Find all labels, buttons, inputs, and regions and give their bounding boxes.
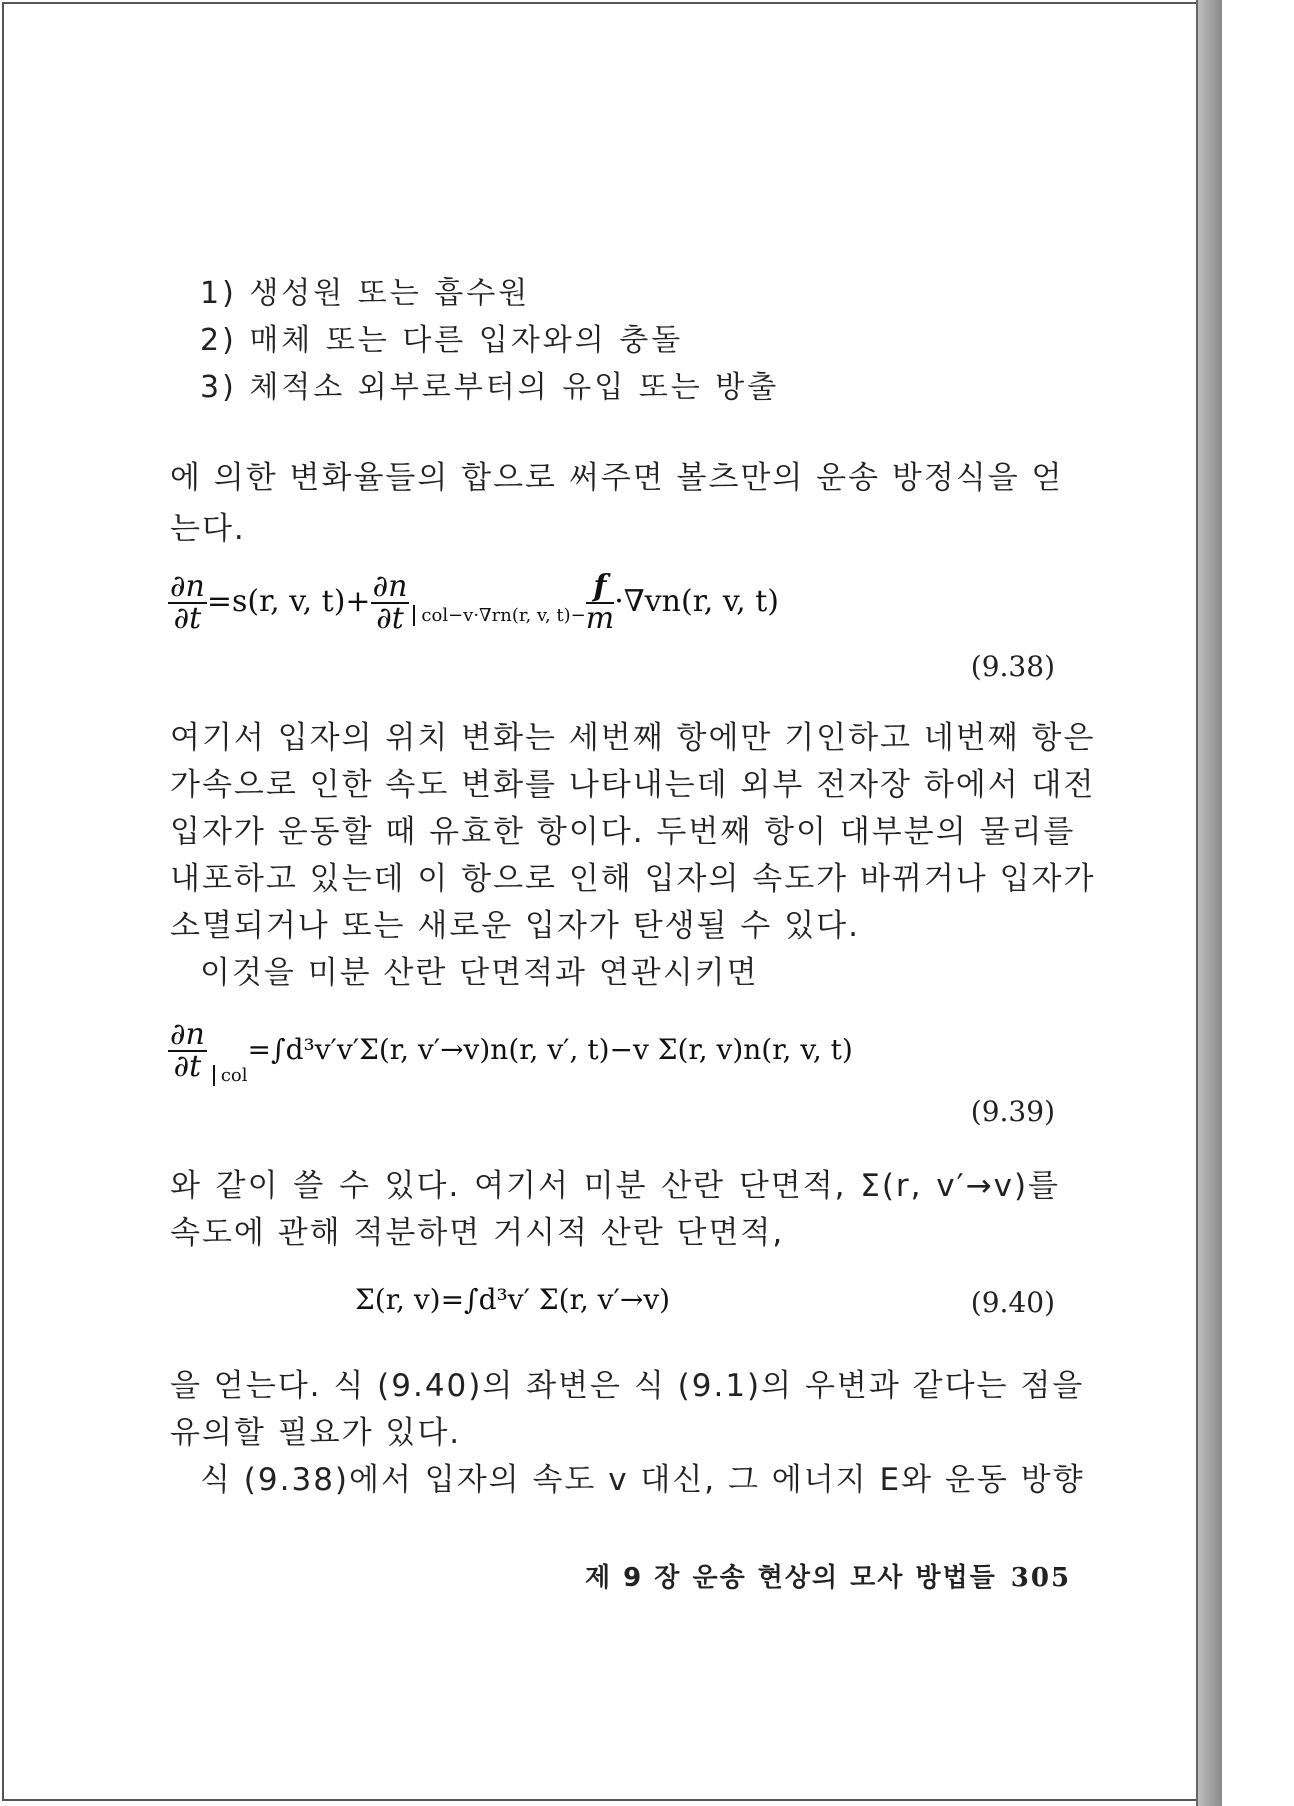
paragraph-line: 입자가 운동할 때 유효한 항이다. 두번째 항이 대부분의 물리를 bbox=[170, 814, 1076, 850]
list-item-1: 1) 생성원 또는 흡수원 bbox=[200, 276, 531, 311]
paragraph-line: 에 의한 변화율들의 합으로 써주면 볼츠만의 운송 방정식을 얻 bbox=[170, 460, 1064, 496]
fraction-numerator: ∂n bbox=[170, 569, 205, 604]
fraction bbox=[371, 569, 410, 636]
fraction-denominator: m bbox=[585, 601, 615, 636]
page-edge bbox=[1198, 0, 1222, 1806]
fraction bbox=[585, 569, 615, 636]
fraction-denominator: ∂t bbox=[173, 601, 202, 636]
page-number: 305 bbox=[1010, 1563, 1072, 1593]
paragraph-line: 내포하고 있는데 이 항으로 인해 입자의 속도가 바뀌거나 입자가 bbox=[170, 861, 1096, 897]
equation-number: (9.40) bbox=[970, 1286, 1055, 1319]
equation-number: (9.39) bbox=[970, 1095, 1055, 1128]
equation-9-38 bbox=[168, 569, 779, 636]
equation-part: ·∇vn(r, v, t) bbox=[614, 584, 779, 619]
fraction-numerator: ∂n bbox=[170, 1017, 205, 1052]
fraction-denominator: ∂t bbox=[376, 601, 404, 636]
list-item-3: 3) 체적소 외부로부터의 유입 또는 방출 bbox=[200, 370, 780, 405]
fraction bbox=[168, 569, 207, 636]
paragraph-line: 는다. bbox=[170, 511, 246, 547]
equation-number: (9.38) bbox=[970, 650, 1055, 683]
fraction-numerator: ∂n bbox=[372, 569, 408, 604]
paragraph-line: 을 얻는다. 식 (9.40)의 좌변은 식 (9.1)의 우변과 같다는 점을 bbox=[170, 1368, 1085, 1404]
equation-subscript: col bbox=[213, 1065, 248, 1086]
equation-part: =s(r, v, t)+ bbox=[206, 584, 371, 619]
paragraph-line: 속도에 관해 적분하면 거시적 산란 단면적, bbox=[170, 1215, 785, 1251]
chapter-title: 제 9 장 운송 현상의 모사 방법들 bbox=[585, 1563, 997, 1593]
equation-part: col−v·∇rn(r, v, t)− bbox=[413, 605, 585, 626]
list-item-2: 2) 매체 또는 다른 입자와의 충돌 bbox=[200, 323, 684, 358]
paragraph-line: 와 같이 쓸 수 있다. 여기서 미분 산란 단면적, Σ(r, v′→v)를 bbox=[170, 1168, 1060, 1204]
equation-9-39 bbox=[168, 1017, 853, 1086]
paragraph-line: 유의할 필요가 있다. bbox=[170, 1415, 462, 1451]
equation-9-40: Σ(r, v)=∫d³v′ Σ(r, v′→v) bbox=[355, 1283, 671, 1316]
fraction bbox=[168, 1017, 207, 1084]
page-footer bbox=[585, 1557, 1071, 1594]
fraction-denominator: ∂t bbox=[173, 1049, 202, 1084]
paragraph-line: 여기서 입자의 위치 변화는 세번째 항에만 기인하고 네번째 항은 bbox=[170, 720, 1096, 756]
paragraph-line: 소멸되거나 또는 새로운 입자가 탄생될 수 있다. bbox=[170, 908, 860, 944]
paragraph-line: 가속으로 인한 속도 변화를 나타내는데 외부 전자장 하에서 대전 bbox=[170, 767, 1096, 803]
fraction-numerator: f bbox=[586, 572, 614, 604]
paragraph-line: 이것을 미분 산란 단면적과 연관시키면 bbox=[200, 955, 759, 991]
paragraph-line: 식 (9.38)에서 입자의 속도 v 대신, 그 에너지 E와 운동 방향 bbox=[200, 1462, 1085, 1498]
equation-part: =∫d³v′v′Σ(r, v′→v)n(r, v′, t)−v Σ(r, v)n(r, v, t) bbox=[247, 1033, 853, 1066]
